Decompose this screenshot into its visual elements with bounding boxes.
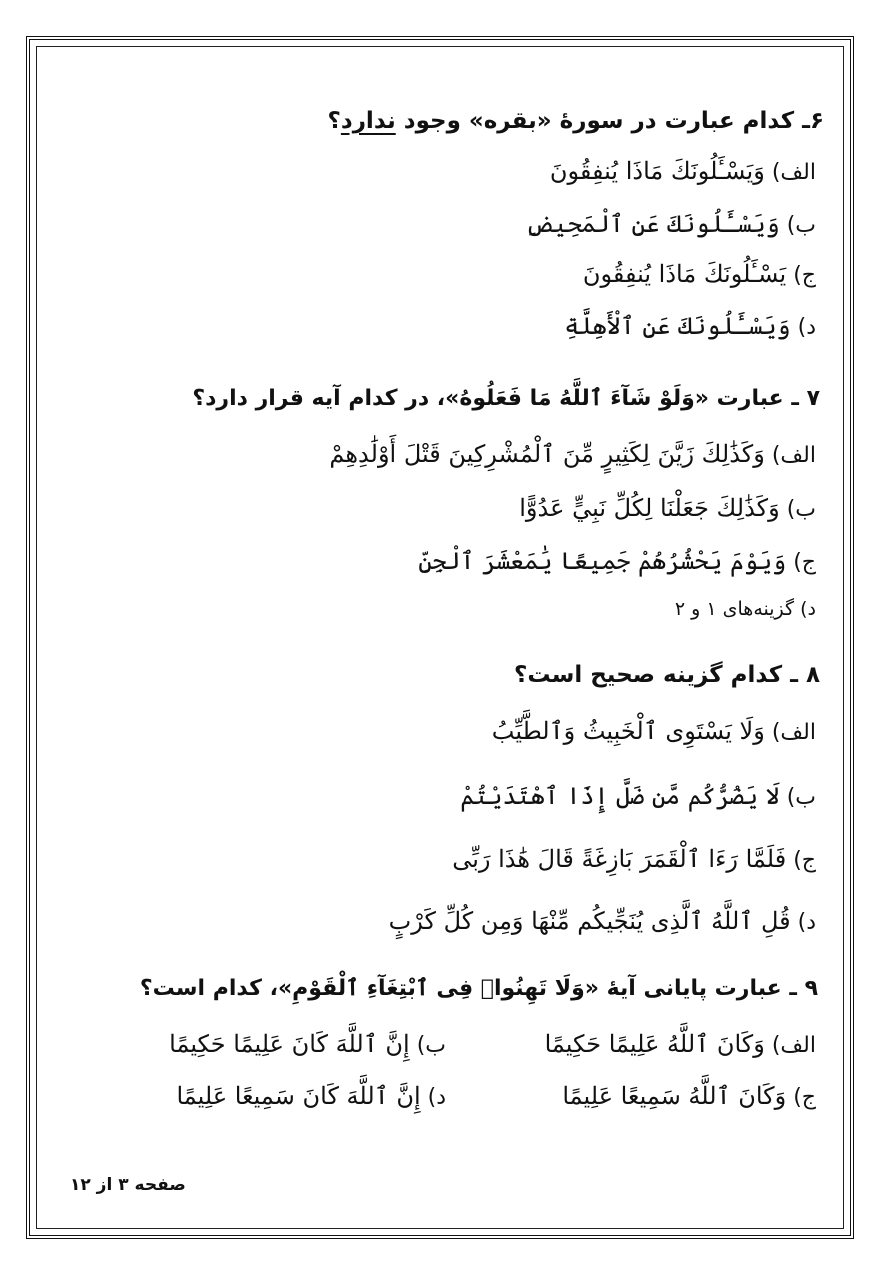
option-text: فَلَمَّا رَءَا ٱلْقَمَرَ بَازِغَةً قَالَ هَٰذَا رَبِّى bbox=[452, 845, 787, 873]
question-8-option-b bbox=[460, 782, 816, 810]
option-letter: د) bbox=[800, 598, 816, 620]
option-text: وَكَذَٰلِكَ زَيَّنَ لِكَثِيرٍ مِّنَ ٱلْمُشْرِكِينَ قَتْلَ أَوْلَٰدِهِمْ bbox=[329, 440, 765, 468]
option-text: وَكَانَ ٱللَّهُ عَلِيمًا حَكِيمًا bbox=[544, 1030, 765, 1058]
question-6-option-c bbox=[583, 260, 816, 288]
option-letter: ب) bbox=[786, 497, 816, 522]
question-9-option-a bbox=[545, 1030, 816, 1058]
question-7-option-a bbox=[329, 440, 816, 468]
option-text: گزینه‌های ۱ و ۲ bbox=[674, 598, 795, 620]
option-text: وَكَذَٰلِكَ جَعَلْنَا لِكُلِّ نَبِيٍّ عَدُوًّا bbox=[519, 494, 780, 522]
question-6-option-a bbox=[550, 157, 816, 185]
option-letter: الف) bbox=[771, 160, 816, 185]
question-7-option-d bbox=[675, 598, 816, 620]
question-6-option-d bbox=[564, 312, 816, 340]
option-text: وَيَسْـَٔلُونَكَ عَنِ ٱلْأَهِلَّةِ bbox=[564, 312, 791, 340]
option-text: وَلَا يَسْتَوِى ٱلْخَبِيثُ وَٱلطَّيِّبُ bbox=[491, 717, 765, 745]
option-letter: الف) bbox=[771, 1033, 816, 1058]
question-9-option-c bbox=[562, 1082, 816, 1110]
question-6-option-b bbox=[525, 210, 816, 238]
question-6-title-main: ۶ـ کدام عبارت در سورهٔ «بقره» وجود bbox=[403, 108, 824, 134]
question-7-option-b bbox=[519, 494, 816, 522]
option-letter: الف) bbox=[771, 720, 816, 745]
option-text: يَسْـَٔلُونَكَ مَاذَا يُنفِقُونَ bbox=[582, 260, 787, 288]
question-9-title: ۹ ـ عبارت پایانی آیهٔ «وَلَا تَهِنُوا۟ فِى ٱبْتِغَآءِ ٱلْقَوْمِ»، کدام است؟ bbox=[139, 976, 818, 1001]
option-text: وَيَوْمَ يَحْشُرُهُمْ جَمِيعًا يَٰمَعْشَرَ ٱلْجِنِّ bbox=[418, 547, 787, 575]
question-8-option-d bbox=[389, 907, 816, 935]
option-text: لَا يَضُرُّكُم مَّن ضَلَّ إِذَا ٱهْتَدَيْتُمْ bbox=[460, 782, 780, 810]
option-letter: ج) bbox=[793, 848, 816, 873]
option-letter: ج) bbox=[793, 550, 816, 575]
question-8-title: ۸ ـ کدام گزینه صحیح است؟ bbox=[514, 662, 820, 688]
question-6-title bbox=[328, 108, 824, 134]
question-8-option-c bbox=[452, 845, 816, 873]
option-text: إِنَّ ٱللَّهَ كَانَ عَلِيمًا حَكِيمًا bbox=[169, 1030, 410, 1058]
page-number: صفحه ۳ از ۱۲ bbox=[70, 1175, 186, 1195]
option-letter: د) bbox=[797, 910, 816, 935]
question-9-option-d bbox=[176, 1082, 446, 1110]
question-9-option-b bbox=[169, 1030, 446, 1058]
option-text: إِنَّ ٱللَّهَ كَانَ سَمِيعًا عَلِيمًا bbox=[176, 1082, 421, 1110]
question-6-title-emphasis: ندارد bbox=[340, 108, 396, 134]
option-text: وَيَسْـَٔلُونَكَ عَنِ ٱلْمَحِيضِ bbox=[525, 210, 780, 238]
option-letter: ج) bbox=[793, 1085, 816, 1110]
option-text: وَيَسْـَٔلُونَكَ مَاذَا يُنفِقُونَ bbox=[549, 157, 765, 185]
option-letter: ب) bbox=[786, 785, 816, 810]
question-8-option-a bbox=[492, 717, 816, 745]
option-text: قُلِ ٱللَّهُ ٱلَّذِى يُنَجِّيكُم مِّنْهَا وَمِن كُلِّ كَرْبٍ bbox=[388, 907, 791, 935]
option-letter: الف) bbox=[771, 443, 816, 468]
question-7-title: ۷ ـ عبارت «وَلَوْ شَآءَ ٱللَّهُ مَا فَعَلُوهُ»، در کدام آیه قرار دارد؟ bbox=[192, 386, 820, 411]
question-7-option-c bbox=[418, 547, 816, 575]
option-letter: ب) bbox=[786, 213, 816, 238]
option-letter: د) bbox=[427, 1085, 446, 1110]
option-letter: د) bbox=[797, 315, 816, 340]
question-6-title-end: ؟ bbox=[327, 108, 341, 134]
option-letter: ج) bbox=[793, 263, 816, 288]
option-text: وَكَانَ ٱللَّهُ سَمِيعًا عَلِيمًا bbox=[562, 1082, 787, 1110]
option-letter: ب) bbox=[416, 1033, 446, 1058]
